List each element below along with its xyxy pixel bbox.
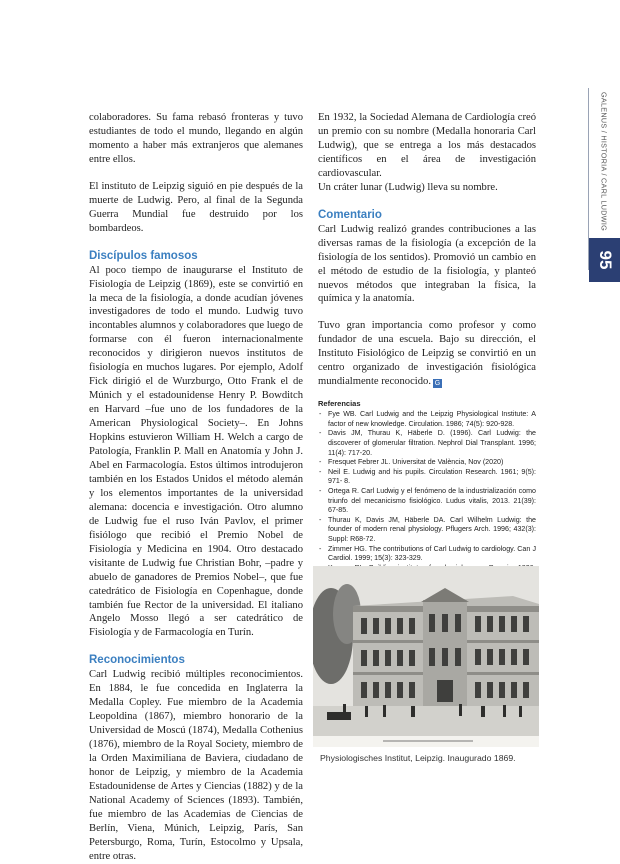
- reference-item: - Ortega R. Carl Ludwig y el fenómeno de la industrialización como triunfo del mecanicismo fisiológico. Ludus vitalis, 2013. 21(39): 67-85.: [318, 487, 536, 516]
- running-header-text: GALENUS / HISTORIA / CARL LUDWIG: [599, 92, 609, 232]
- paragraph: En 1932, la Sociedad Alemana de Cardiología creó un premio con su nombre (Medalla honoraria Carl Ludwig), que se entrega a los más destacados científicos en el área de investigación cardiovascular.: [318, 112, 536, 179]
- page-number-box: [589, 238, 620, 282]
- left-column: [89, 111, 303, 864]
- end-of-article-icon: G: [434, 380, 441, 388]
- figure-caption: Physiologisches Institut, Leipzig. Inaugurado 1869.: [320, 753, 516, 763]
- paragraph: Al poco tiempo de inaugurarse el Instituto de Fisiología de Leipzig (1869), este se convirtió en la meca de la fisiología, a donde acudían jóvenes investigadores de todo el mundo. Ludwig tuvo incontables alumnos y colaboradores que luego de formarse con él fueron internacionalmente reconocidos y dirigieron nuevos institutos de fisiología en muchos lugares. Por ejemplo, Adolf Fick dirigió el de Wurzburgo, Otto Frank el de Múnich y el estadounidense Henry P. Bowditch en Harvard –fue uno de los fundadores de la American Physiological Society–. En Johns Hopkins estuvieron William H. Welch a cargo de Patología, Franklin P. Mall en Anatomía y John J. Abel en Farmacología. Estos últimos introdujeron también en los Estados Unidos el método alemán y los elementos importantes de la universidad alemana: docencia e investigación. Otro alumno de Ludwig fue el ruso Iván Pavlov, el primer fisiólogo que recibió el Premio Nobel de Fisiología y Medicina en 1904. Otro destacado visitante de Ludwig fue Christian Bohr, –padre y abuelo de ganadores de Premios Nobel–, que fue catedrático de Fisiología en Copenhague, donde también fue Rector de la universidad. El italiano Angelo Mosso llegó a ser catedrático de Fisiología y de Farmacología en Turín.: [89, 264, 303, 639]
- reference-item: - Davis JM, Thurau K, Häberle D. (1996). Carl Ludwig: the discoverer of glomerular filtration. Nephrol Dial Transplant. 1996; 11(4): 717-20.: [318, 429, 536, 458]
- paragraph: colaboradores. Su fama rebasó fronteras y tuvo estudiantes de todo el mundo, llegando en algún momento a haber más extranjeros que alemanes entre ellos.: [89, 112, 303, 165]
- section-heading: Comentario: [318, 208, 382, 221]
- section-heading: Discípulos famosos: [89, 249, 198, 262]
- page-number: 95: [595, 250, 615, 270]
- paragraph: Carl Ludwig recibió múltiples reconocimientos. En 1884, le fue concedida en Inglaterra la Medalla Copley. Fue miembro de la Academia Leopoldina (1867), miembro honorario de la Universidad de Moscú (1874), Medalla Cothenius (1876), miembro de la Royal Society, miembro de la Orden Maximiliana de Baviera, ciudadano de honor de Leipzig, y miembro de la Academia Estadounidense de Artes y Ciencias (1882) y de la National Academy of Sciences (1893). También, fue miembro de las Academias de Ciencias de Berlín, Viena, Múnich, Leipzig, París, San Petersburgo, Roma, Turín, Estocolmo y Upsala, entre otras.: [89, 669, 303, 862]
- references-title: Referencias: [318, 399, 361, 409]
- section-heading: Reconocimientos: [89, 654, 185, 667]
- paragraph: [318, 319, 536, 389]
- paragraph: Un cráter lunar (Ludwig) lleva su nombre.: [318, 181, 498, 193]
- paragraph: Carl Ludwig realizó grandes contribuciones a las diversas ramas de la fisiología (a excepción de la fisiología de los sentidos). Promovió un cambio en el método de estudio de la fisiología, y planteó nuevos métodos que integraban la física, la química y la anatomía.: [318, 223, 536, 305]
- paragraph: El instituto de Leipzig siguió en pie después de la muerte de Ludwig. Pero, al final de la Segunda Guerra Mundial fue destruido por los bombardeos.: [89, 180, 303, 234]
- reference-item: - Zimmer HG. The contributions of Carl Ludwig to cardiology. Can J Cardiol. 1999; 15(3): 323-329.: [318, 545, 536, 564]
- reference-item: - Neil E. Ludwig and his pupils. Circulation Research. 1961; 9(5): 971- 8.: [318, 468, 536, 487]
- right-column: [318, 111, 536, 640]
- engraving-illustration: [313, 566, 539, 747]
- institute-engraving: [313, 566, 539, 747]
- paragraph-text: Tuvo gran importancia como profesor y como fundador de una escuela. Bajo su dirección, el Instituto Fisiológico de Leipzig se convirtió en un centro organizado de investigación fisiológica mundialmente reconocido.: [318, 320, 536, 388]
- reference-item: - Fresquet Febrer JL. Universitat de València, Nov (2020): [318, 458, 536, 468]
- reference-item: - Fye WB. Carl Ludwig and the Leipzig Physiological Institute: A factor of new knowledge. Circulation. 1986; 74(5): 920-928.: [318, 410, 536, 429]
- running-header: [591, 88, 617, 238]
- reference-item: - Thurau K, Davis JM, Häberle DA. Carl Wilhelm Ludwig: the founder of modern renal physiology. Pflugers Arch. 1996; 432(3): Suppl: R68-72.: [318, 516, 536, 545]
